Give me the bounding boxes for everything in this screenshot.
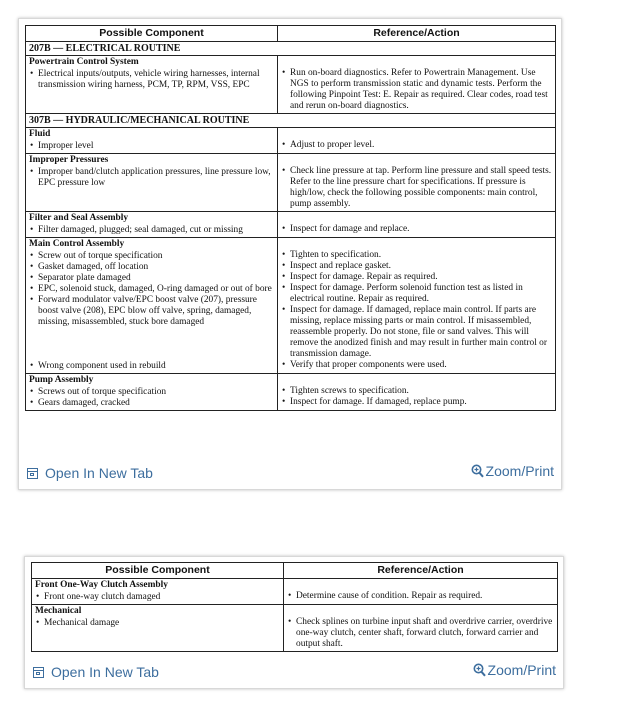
action-cell xyxy=(284,579,558,605)
diagnostic-card-1 xyxy=(18,18,562,490)
component-cell xyxy=(26,128,278,154)
open-new-tab-icon xyxy=(27,468,38,479)
component-cell xyxy=(26,238,278,374)
list-item: • Inspect for damage. Repair as required. xyxy=(281,272,552,283)
action-cell xyxy=(278,128,556,154)
table-row xyxy=(26,128,556,154)
column-header-action: Reference/Action xyxy=(284,563,558,579)
section-title: 307B — HYDRAULIC/MECHANICAL ROUTINE xyxy=(26,114,556,128)
list-item: • Electrical inputs/outputs, vehicle wiring harnesses, internal transmission wiring harness, PCM, TP, RPM, VSS, EPC xyxy=(29,69,274,91)
diagnostic-table-1 xyxy=(25,25,556,411)
list-item: • Improper band/clutch application pressures, line pressure low, EPC pressure low xyxy=(29,167,274,189)
group-heading: Main Control Assembly xyxy=(29,239,125,249)
table-row xyxy=(26,212,556,238)
table-header-row xyxy=(32,563,558,579)
list-item: • EPC, solenoid stuck, damaged, O-ring damaged or out of bore xyxy=(29,284,274,295)
list-item: • Improper level xyxy=(29,141,274,152)
action-cell xyxy=(278,154,556,212)
table-row xyxy=(26,374,556,411)
group-heading: Pump Assembly xyxy=(29,375,94,385)
zoom-print-label: Zoom/Print xyxy=(485,463,554,479)
group-heading: Fluid xyxy=(29,129,51,139)
group-heading: Mechanical xyxy=(35,606,82,616)
card-footer xyxy=(19,465,561,483)
list-item: • Inspect and replace gasket. xyxy=(281,261,552,272)
list-item: • Verify that proper components were used. xyxy=(281,360,552,371)
list-item: • Inspect for damage. If damaged, replace pump. xyxy=(281,397,552,408)
table-row xyxy=(26,56,556,114)
table-row xyxy=(26,154,556,212)
group-heading: Filter and Seal Assembly xyxy=(29,213,129,223)
action-cell xyxy=(278,374,556,411)
list-item: • Run on-board diagnostics. Refer to Powertrain Management. Use NGS to perform transmission static and dynamic tests. Perform the following Pinpoint Test: E. Repair as required. Clear codes, road test and rerun on-board diagnostics. xyxy=(281,68,552,112)
list-item: • Screw out of torque specification xyxy=(29,251,274,262)
action-cell xyxy=(278,56,556,114)
group-heading: Front One-Way Clutch Assembly xyxy=(35,580,168,590)
component-cell xyxy=(26,374,278,411)
column-header-component: Possible Component xyxy=(26,26,278,42)
list-item: • Inspect for damage. If damaged, replace main control. If parts are missing, replace missing parts or main control. If misassembled, reassemble properly. Do not stone, file or sand valves. This will remove the anodized finish and may result in further main control or transmission damage. xyxy=(281,305,552,360)
magnifier-icon xyxy=(473,663,486,677)
list-item: • Gears damaged, cracked xyxy=(29,398,274,409)
component-cell xyxy=(32,579,284,605)
table-row xyxy=(32,579,558,605)
diagnostic-table-2 xyxy=(31,562,558,652)
open-in-new-tab-label: Open In New Tab xyxy=(51,664,159,680)
zoom-print-link[interactable] xyxy=(473,662,556,678)
table-row xyxy=(32,605,558,652)
magnifier-icon xyxy=(471,464,484,478)
group-heading: Improper Pressures xyxy=(29,155,109,165)
list-item: • Determine cause of condition. Repair as required. xyxy=(287,591,554,602)
component-cell xyxy=(26,212,278,238)
section-title: 207B — ELECTRICAL ROUTINE xyxy=(26,42,556,56)
list-item: • Tighten screws to specification. xyxy=(281,386,552,397)
list-item: • Separator plate damaged xyxy=(29,273,274,284)
list-item: • Wrong component used in rebuild xyxy=(29,361,274,372)
list-item: • Inspect for damage and replace. xyxy=(281,224,552,235)
section-row xyxy=(26,42,556,56)
zoom-print-link[interactable] xyxy=(471,463,554,479)
group-heading: Powertrain Control System xyxy=(29,57,139,67)
list-item: • Mechanical damage xyxy=(35,618,280,629)
column-header-component: Possible Component xyxy=(32,563,284,579)
list-item: • Inspect for damage. Perform solenoid function test as listed in electrical routine. Repair as required. xyxy=(281,283,552,305)
zoom-print-label: Zoom/Print xyxy=(487,662,556,678)
section-row xyxy=(26,114,556,128)
list-item: • Filter damaged, plugged; seal damaged, cut or missing xyxy=(29,225,274,236)
action-cell xyxy=(278,238,556,374)
open-in-new-tab-label: Open In New Tab xyxy=(45,465,153,481)
list-item: • Tighten to specification. xyxy=(281,250,552,261)
table-row xyxy=(26,238,556,374)
card-footer xyxy=(25,664,563,682)
component-cell xyxy=(26,56,278,114)
list-item: • Check line pressure at tap. Perform line pressure and stall speed tests. Refer to the line pressure chart for specifications. If pressure is high/low, check the following possible components: main control, pump assembly. xyxy=(281,166,552,210)
component-cell xyxy=(26,154,278,212)
table-header-row xyxy=(26,26,556,42)
action-cell xyxy=(278,212,556,238)
open-in-new-tab-link[interactable] xyxy=(27,465,153,481)
component-cell xyxy=(32,605,284,652)
open-in-new-tab-link[interactable] xyxy=(33,664,159,680)
open-new-tab-icon xyxy=(33,667,44,678)
list-item: • Adjust to proper level. xyxy=(281,140,552,151)
diagnostic-card-2 xyxy=(24,556,564,689)
list-item: • Front one-way clutch damaged xyxy=(35,592,280,603)
action-cell xyxy=(284,605,558,652)
list-item: • Forward modulator valve/EPC boost valve (207), pressure boost valve (208), EPC blow off valve, spring, damaged, missing, misassembled, stuck bore damaged xyxy=(29,295,274,328)
column-header-action: Reference/Action xyxy=(278,26,556,42)
list-item: • Gasket damaged, off location xyxy=(29,262,274,273)
list-item: • Check splines on turbine input shaft and overdrive carrier, overdrive one-way clutch, center shaft, forward clutch, forward carrier and output shaft. xyxy=(287,617,554,650)
list-item: • Screws out of torque specification xyxy=(29,387,274,398)
